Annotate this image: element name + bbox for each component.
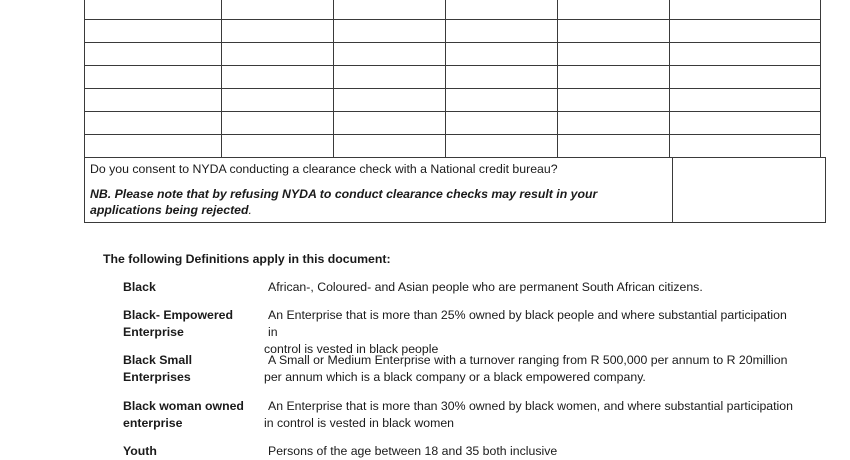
- grid-cell[interactable]: [670, 89, 821, 112]
- grid-cell[interactable]: [670, 20, 821, 43]
- term-black-woman-owned-enterprise: [123, 398, 253, 432]
- grid-row: [85, 20, 821, 43]
- definition-black-empowered-enterprise: [264, 307, 794, 358]
- consent-note-end: .: [248, 203, 252, 217]
- definition-black-woman-owned-enterprise: [264, 398, 794, 432]
- grid-cell[interactable]: [558, 66, 670, 89]
- grid-cell[interactable]: [222, 89, 334, 112]
- grid-cell[interactable]: [558, 89, 670, 112]
- consent-question: Do you consent to NYDA conducting a clearance check with a National credit bureau?: [90, 162, 558, 176]
- grid-cell[interactable]: [85, 89, 222, 112]
- grid-cell[interactable]: [558, 0, 670, 20]
- definition-line: control is vested in black people: [264, 342, 439, 356]
- grid-cell[interactable]: [446, 112, 558, 135]
- grid-cell[interactable]: [334, 89, 446, 112]
- definition-youth: [264, 443, 794, 460]
- consent-answer-field[interactable]: [673, 158, 826, 223]
- grid-cell[interactable]: [558, 43, 670, 66]
- grid-cell[interactable]: [222, 43, 334, 66]
- definition-youth-text: Persons of the age between 18 and 35 both inclusive: [268, 444, 558, 458]
- grid-cell[interactable]: [446, 89, 558, 112]
- grid-cell[interactable]: [670, 135, 821, 158]
- grid-cell[interactable]: [222, 66, 334, 89]
- blank-entry-grid: [84, 0, 821, 158]
- grid-row: [85, 0, 821, 20]
- term-black-empowered-enterprise: [123, 307, 253, 341]
- grid-cell[interactable]: [85, 20, 222, 43]
- grid-cell[interactable]: [670, 112, 821, 135]
- consent-question-cell: [85, 158, 673, 223]
- grid-cell[interactable]: [85, 135, 222, 158]
- grid-cell[interactable]: [334, 112, 446, 135]
- grid-row: [85, 135, 821, 158]
- term-line: Black woman owned: [123, 399, 244, 413]
- grid-cell[interactable]: [85, 0, 222, 20]
- definition-line: in control is vested in black women: [264, 416, 455, 430]
- definition-line: An Enterprise that is more than 30% owned by black women, and where substantial participation: [268, 399, 793, 413]
- grid-cell[interactable]: [446, 20, 558, 43]
- grid-cell[interactable]: [446, 66, 558, 89]
- grid-cell[interactable]: [558, 135, 670, 158]
- definition-line: per annum which is a black company or a black empowered company.: [264, 370, 646, 384]
- grid-cell[interactable]: [558, 112, 670, 135]
- definition-black-small-enterprises: [264, 352, 794, 386]
- grid-cell[interactable]: [85, 112, 222, 135]
- term-black-small-enterprises: Black Small Enterprises: [123, 353, 193, 384]
- grid-cell[interactable]: [85, 66, 222, 89]
- grid-cell[interactable]: [334, 135, 446, 158]
- grid-cell[interactable]: [222, 135, 334, 158]
- consent-note: [90, 186, 660, 218]
- term-line: Black- Empowered: [123, 308, 234, 322]
- grid-cell[interactable]: [334, 66, 446, 89]
- grid-row: [85, 43, 821, 66]
- definition-black: [264, 279, 794, 296]
- term-line: Enterprise: [123, 325, 184, 339]
- grid-cell[interactable]: [334, 20, 446, 43]
- grid-cell[interactable]: [334, 43, 446, 66]
- term-youth: Youth: [123, 444, 157, 458]
- grid-cell[interactable]: [670, 66, 821, 89]
- consent-row: [84, 157, 826, 223]
- grid-cell[interactable]: [85, 43, 222, 66]
- consent-note-text: NB. Please note that by refusing NYDA to conduct clearance checks may result in your applications being rejected: [90, 187, 598, 217]
- grid-cell[interactable]: [222, 112, 334, 135]
- definition-line: An Enterprise that is more than 25% owned by black people and where substantial participation in: [268, 308, 787, 339]
- grid-cell[interactable]: [670, 0, 821, 20]
- grid-cell[interactable]: [222, 20, 334, 43]
- grid-cell[interactable]: [558, 20, 670, 43]
- grid-row: [85, 112, 821, 135]
- grid-cell[interactable]: [446, 135, 558, 158]
- grid-cell[interactable]: [446, 43, 558, 66]
- grid-cell[interactable]: [670, 43, 821, 66]
- term-line: enterprise: [123, 416, 183, 430]
- grid-cell[interactable]: [446, 0, 558, 20]
- grid-row: [85, 89, 821, 112]
- term-black: Black: [123, 280, 156, 294]
- definitions-heading: The following Definitions apply in this document:: [103, 252, 391, 266]
- definition-line: A Small or Medium Enterprise with a turnover ranging from R 500,000 per annum to R 20million: [268, 353, 788, 367]
- grid-row: [85, 66, 821, 89]
- grid-cell[interactable]: [334, 0, 446, 20]
- grid-cell[interactable]: [222, 0, 334, 20]
- definition-black-text: African-, Coloured- and Asian people who are permanent South African citizens.: [268, 280, 703, 294]
